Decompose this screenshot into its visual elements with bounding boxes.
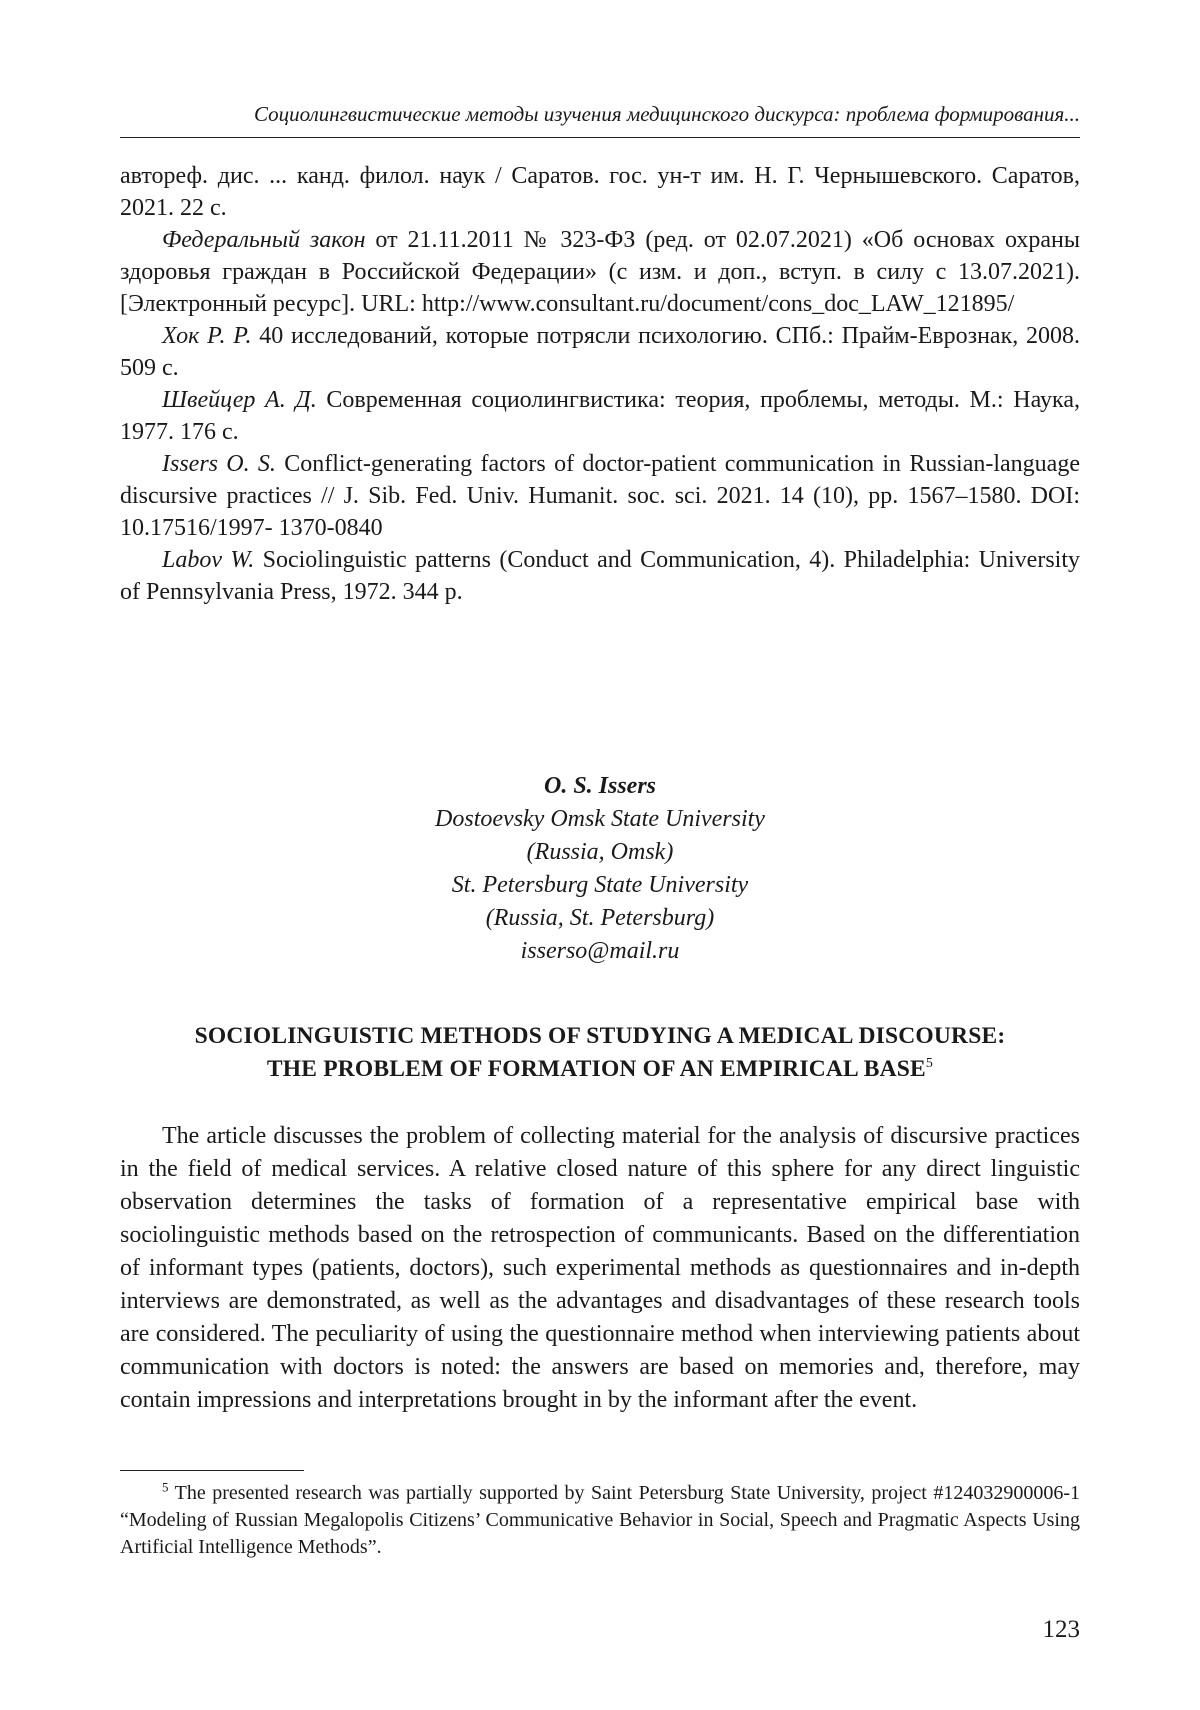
- reference-item: [120, 320, 1080, 384]
- reference-list: [120, 160, 1080, 608]
- abstract: The article discusses the problem of collecting material for the analysis of discursive practices in the field of medical services. A relative closed nature of this sphere for any direct linguistic observation determines the tasks of formation of a representative empirical base with sociolinguistic methods based on the retrospection of communicants. Based on the differentiation of informant types (patients, doctors), such experimental methods as questionnaires and in-depth interviews are demonstrated, as well as the advantages and disadvantages of these research tools are considered. The peculiarity of using the questionnaire method when interviewing patients about communication with doctors is noted: the answers are based on memories and, therefore, may contain impressions and interpretations brought in by the informant after the event.: [120, 1123, 1080, 1413]
- reference-author: Хок Р. Р.: [162, 323, 252, 349]
- reference-text: 40 исследований, которые потрясли психологию. СПб.: Прайм-Еврознак, 2008. 509 с.: [120, 323, 1081, 381]
- reference-item: [120, 160, 1080, 224]
- page-number: 123: [1042, 1616, 1080, 1643]
- article-title-line: [120, 1053, 1080, 1086]
- reference-text: автореф. дис. ... канд. филол. наук / Саратов. гос. ун-т им. Н. Г. Чернышевского. Саратов, 2021. 22 с.: [120, 163, 1080, 221]
- footnote-text: The presented research was partially supported by Saint Petersburg State University, project #124032900006-1 “Modeling of Russian Megalopolis Citizens’ Communicative Behavior in Social, Speech and Pragmatic Aspects Using Artificial Intelligence Methods”.: [120, 1482, 1080, 1558]
- footnote-mark: 5: [162, 1479, 169, 1495]
- reference-author: Федеральный закон: [162, 227, 366, 253]
- reference-item: [120, 384, 1080, 448]
- reference-author: Швейцер А. Д.: [162, 387, 317, 413]
- reference-url: http://www.consultant.ru/document/cons_doc_LAW_121895/: [421, 291, 1015, 317]
- running-head: Социолингвистические методы изучения медицинского дискурса: проблема формирования...: [120, 100, 1080, 138]
- reference-item: [120, 544, 1080, 608]
- reference-item: [120, 448, 1080, 544]
- footnote-separator: [120, 1470, 304, 1471]
- reference-text: от 21.11.2011 № 323-ФЗ (ред. от 02.07.2021) «Об основах охраны здоровья граждан в Российской Федерации» (с изм. и доп., вступ. в силу с 13.07.2021). [Электронный ресурс]. URL:: [120, 227, 1080, 317]
- reference-text: Современная социолингвистика: теория, проблемы, методы. М.: Наука, 1977. 176 с.: [120, 387, 1080, 445]
- author-affiliation: Dostoevsky Omsk State University: [435, 806, 765, 832]
- article-title: [120, 1020, 1080, 1086]
- author-location: (Russia, St. Petersburg): [485, 905, 715, 931]
- footnote: [120, 1480, 1080, 1561]
- reference-author: Labov W.: [162, 547, 255, 573]
- author-email: isserso@mail.ru: [520, 938, 680, 964]
- reference-text: Sociolinguistic patterns (Conduct and Communication, 4). Philadelphia: University of Pennsylvania Press, 1972. 344 p.: [120, 547, 1080, 605]
- author-location: (Russia, Omsk): [526, 839, 674, 865]
- author-name: O. S. Issers: [543, 773, 657, 799]
- article-title-line: SOCIOLINGUISTIC METHODS OF STUDYING A MEDICAL DISCOURSE:: [194, 1023, 1006, 1049]
- author-block: [120, 770, 1080, 968]
- reference-text: Conflict-generating factors of doctor-patient communication in Russian-language discursive practices // J. Sib. Fed. Univ. Humanit. soc. sci. 2021. 14 (10), pp. 1567–1580. DOI: 10.17516/1997- 1370-0840: [120, 451, 1080, 541]
- reference-item: [120, 224, 1080, 320]
- article-title-text: THE PROBLEM OF FORMATION OF AN EMPIRICAL BASE: [266, 1056, 926, 1082]
- footnote-reference: 5: [925, 1056, 934, 1072]
- author-affiliation: St. Petersburg State University: [451, 872, 749, 898]
- reference-author: Issers O. S.: [162, 451, 276, 477]
